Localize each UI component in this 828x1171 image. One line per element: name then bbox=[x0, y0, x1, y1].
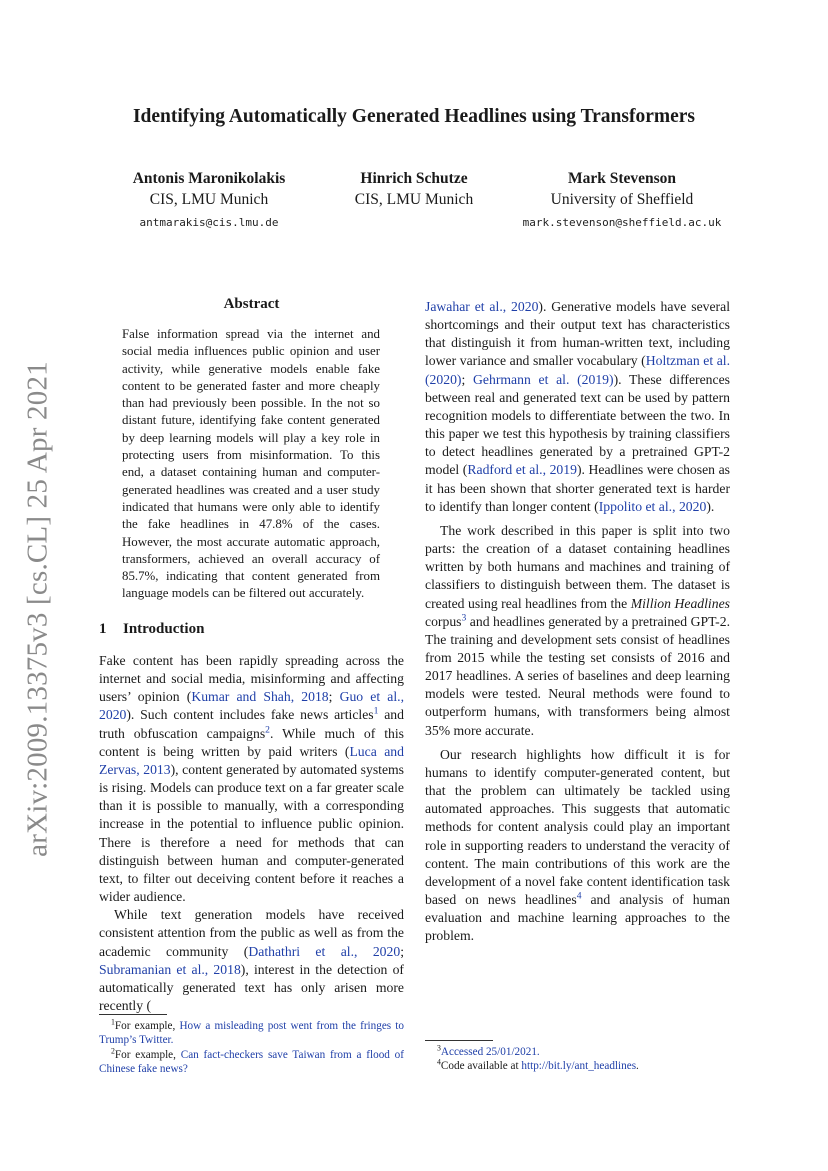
abstract-heading: Abstract bbox=[223, 296, 280, 312]
author-affiliation: University of Sheffield bbox=[550, 191, 694, 208]
corpus-name: Million Headlines bbox=[630, 595, 730, 611]
arxiv-stamp bbox=[14, 361, 62, 857]
abstract-text: False information spread via the internet and social media influences public opinion and user activity, while generative models enable fake content to be generated faster and more cheaply than had previously been possible. In the not so distant future, identifying fake content generated by deep learning models will play a key role in protecting users from misinformation. To this end, a dataset containing human and computer-generated headlines was created and a user study indicated that humans were only able to identify the fake headlines in 47.8% of the cases. However, the most accurate automatic approach, transformers, achieved an overall accuracy of 85.7%, indicating that content generated from language models can be filtered out accurately. bbox=[122, 327, 380, 601]
citation-link[interactable]: Holtzman et al. (2020) bbox=[425, 353, 730, 387]
intro-paragraph-3: The work described in this paper is split into two parts: the creation of a dataset containing headlines written by both humans and machines and training of classifiers to distinguish between them. The dataset is created using real headlines from the Million Headlines corpus$^3$ and headlines generated by a pretrained GPT-2. The training and development sets consist of headlines from 2015 while the testing set consists of 2016 and 2017 headlines. A series of baselines and deep learning models were tested. Neural methods were found to outperform humans, with transformers being almost 35% more accurate. bbox=[425, 522, 730, 738]
footnote-marker[interactable]: 2 bbox=[265, 724, 270, 736]
footnote-marker[interactable]: 3 bbox=[461, 612, 467, 624]
footnotes-right bbox=[425, 1045, 730, 1074]
footnote-link[interactable]: How a misleading post went from the fringes to Trump’s Twitter. bbox=[99, 1020, 405, 1047]
author-name: Antonis Maronikolakis bbox=[132, 170, 286, 187]
author-affiliation: CIS, LMU Munich bbox=[149, 191, 269, 208]
arxiv-identifier: arXiv:2009.13375v3 [cs.CL] 25 Apr 2021 bbox=[21, 361, 54, 857]
footnote-1: $^1$For example, How a misleading post went from the fringes to Trump’s Twitter. bbox=[99, 1017, 405, 1047]
citation-link[interactable]: Ippolito et al., 2020 bbox=[598, 498, 707, 514]
intro-paragraph-2-continued: Jawahar et al., 2020). Generative models have several shortcomings and their output text has characteristics that distinguish it from human-written text, including lower variance and smaller vocabulary (Holtzman et al. (2020); Gehrmann et al. (2019)). These differences between real and generated text can be used by pattern recognition models to differentiate between the two. In this paper we test this hypothesis by training classifiers to detect headlines generated by a pretrained GPT-2 model (Radford et al., 2019). Headlines were chosen as it has been shown that shorter generated text is harder to identify than longer content (Ippolito et al., 2020). bbox=[425, 299, 731, 514]
author-affiliation: CIS, LMU Munich bbox=[354, 191, 474, 208]
section-title: Introduction bbox=[123, 621, 205, 637]
intro-paragraph-4: Our research highlights how difficult it is for humans to identify computer-generated content, but that the problem can ultimately be tackled using automated approaches. This suggests that automatic methods for content analysis could play an important role in supporting readers to understand the veracity of content. The main contributions of this work are the development of a novel fake content identification task based on news headlines$^4$ and analysis of human evaluation and machine learning approaches to the problem. bbox=[425, 746, 731, 944]
left-column-body bbox=[99, 652, 404, 1015]
author-block-3 bbox=[500, 168, 744, 233]
footnote-link[interactable]: Accessed 25/01/2021. bbox=[440, 1046, 540, 1058]
footnote-rule bbox=[425, 1040, 493, 1041]
footnote-link[interactable]: http://bit.ly/ant_headlines bbox=[521, 1060, 637, 1073]
author-email: mark.stevenson@sheffield.ac.uk bbox=[522, 216, 722, 229]
author-block-2 bbox=[330, 168, 498, 210]
author-email: antmarakis@cis.lmu.de bbox=[139, 216, 279, 229]
author-name: Hinrich Schutze bbox=[360, 170, 468, 187]
citation-link[interactable]: Kumar and Shah, 2018 bbox=[191, 689, 329, 705]
citation-link[interactable]: Subramanian et al., 2018 bbox=[99, 961, 241, 977]
intro-paragraph-2: While text generation models have received consistent attention from the public as well as from the academic community (Dathathri et al., 2020; Subramanian et al., 2018), interest in the detection of automatically generated text has only arisen more recently ( bbox=[99, 907, 405, 1013]
citation-link[interactable]: Dathathri et al., 2020 bbox=[248, 943, 401, 959]
footnote-rule bbox=[99, 1014, 167, 1015]
author-name: Mark Stevenson bbox=[567, 170, 677, 187]
footnote-link[interactable]: Can fact-checkers save Taiwan from a flood of Chinese fake news? bbox=[99, 1048, 404, 1075]
paper-title: Identifying Automatically Generated Headlines using Transformers bbox=[132, 106, 696, 127]
citation-link[interactable]: Guo et al., 2020 bbox=[99, 689, 404, 723]
citation-link[interactable]: Luca and Zervas, 2013 bbox=[99, 743, 404, 777]
section-number: 1 bbox=[99, 621, 107, 637]
section-heading-introduction bbox=[99, 621, 204, 638]
footnotes-left bbox=[99, 1019, 404, 1076]
footnote-marker[interactable]: 1 bbox=[373, 705, 379, 717]
citation-link[interactable]: Jawahar et al., 2020 bbox=[425, 299, 539, 314]
citation-link[interactable]: Gehrmann et al. (2019) bbox=[473, 371, 614, 387]
footnote-3: $^3$Accessed 25/01/2021. bbox=[437, 1043, 540, 1058]
right-column-body bbox=[425, 298, 730, 945]
footnote-2: $^2$For example, Can fact-checkers save Taiwan from a flood of Chinese fake news? bbox=[99, 1045, 404, 1075]
citation-link[interactable]: Radford et al., 2019 bbox=[467, 462, 577, 478]
author-block-1 bbox=[100, 168, 318, 233]
intro-paragraph-1: Fake content has been rapidly spreading across the internet and social media, misinforming and affecting users’ opinion (Kumar and Shah, 2018; Guo et al., 2020). Such content includes fake news articles$^1$ and truth obfuscation campaigns$^2$. While much of this content is being written by paid writers (Luca and Zervas, 2013), content generated by automated systems is rising. Models can produce text on a far greater scale than it is possible to manually, with a corresponding increase in the potential to influence public opinion. There is therefore a need for methods that can distinguish between human and computer-generated text, to filter out deceiving content before it reaches a wider audience. bbox=[99, 653, 404, 905]
footnote-marker[interactable]: 4 bbox=[576, 890, 582, 902]
footnote-4: $^4$Code available at http://bit.ly/ant_headlines. bbox=[437, 1057, 639, 1073]
